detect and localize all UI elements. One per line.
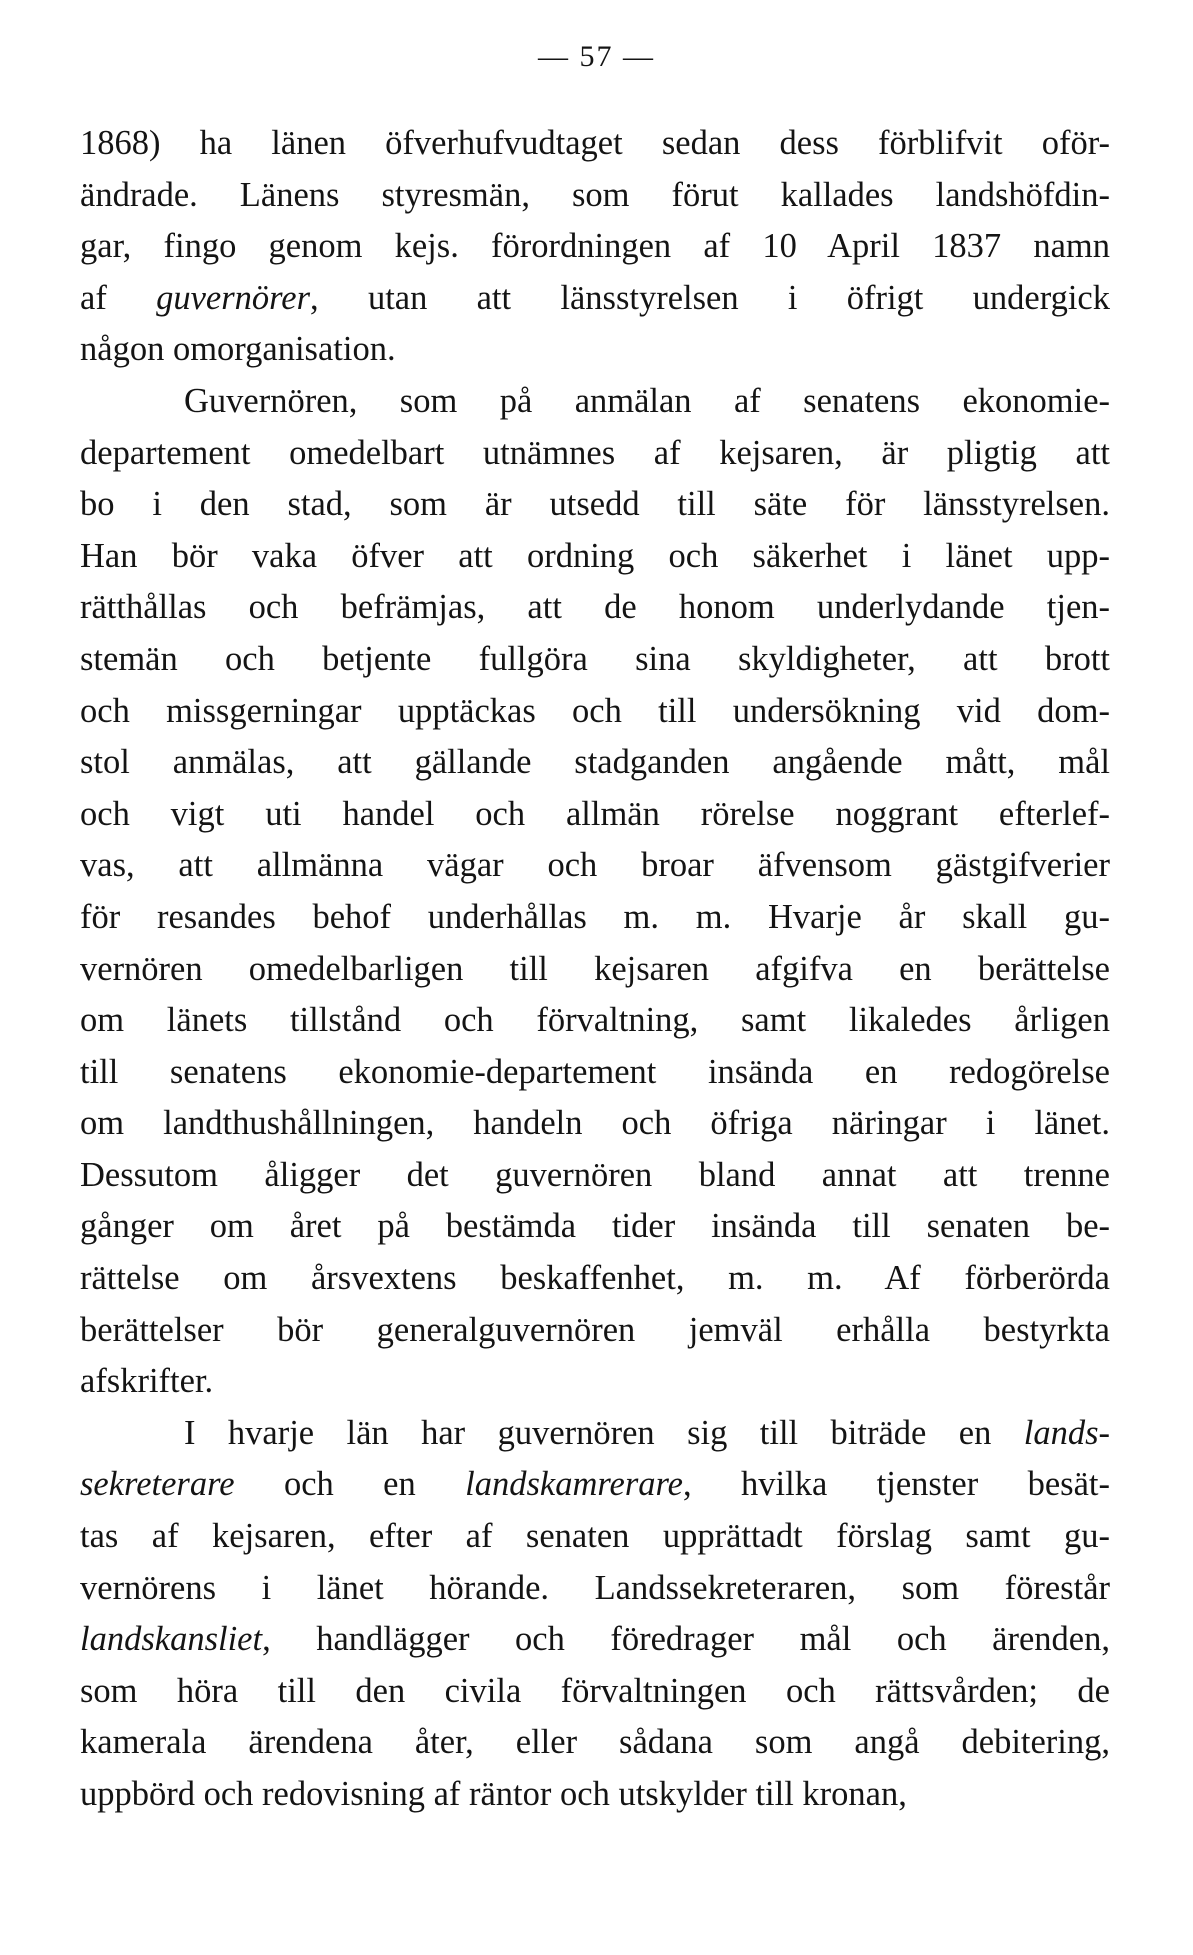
- text-line: [80, 789, 1110, 841]
- text-line: [80, 1047, 1110, 1099]
- text-line: [80, 634, 1110, 686]
- text-segment: rätthållas och befrämjas, att de honom underlydande tjen-: [80, 588, 1110, 627]
- text-segment: kamerala ärendena åter, eller sådana som angå debitering,: [80, 1723, 1110, 1762]
- text-line: [80, 1717, 1110, 1769]
- text-segment: , hvilka tjenster besät-: [683, 1465, 1110, 1504]
- text-segment: som höra till den civila förvaltningen och rättsvården; de: [80, 1671, 1110, 1710]
- text-segment: någon omorganisation.: [80, 330, 396, 369]
- text-segment: departement omedelbart utnämnes af kejsaren, är pligtig att: [80, 433, 1110, 472]
- text-segment: I hvarje län har guvernören sig till biträde en: [184, 1413, 1024, 1452]
- body-text: [80, 118, 1110, 1821]
- text-line: [80, 944, 1110, 996]
- text-segment: tas af kejsaren, efter af senaten upprättadt förslag samt gu-: [80, 1517, 1110, 1556]
- italic-term: sekreterare: [80, 1465, 235, 1504]
- text-line: [80, 531, 1110, 583]
- text-segment: berättelser bör generalguvernören jemväl erhålla bestyrkta: [80, 1310, 1110, 1349]
- text-segment: vernören omedelbarligen till kejsaren afgifva en berättelse: [80, 949, 1110, 988]
- text-line: [80, 1666, 1110, 1718]
- text-line: [80, 1614, 1110, 1666]
- text-segment: Dessutom åligger det guvernören bland annat att trenne: [80, 1155, 1110, 1194]
- text-line: [80, 1356, 1110, 1408]
- text-line: [80, 1305, 1110, 1357]
- text-segment: om landthushållningen, handeln och öfriga näringar i länet.: [80, 1104, 1110, 1143]
- text-line: [80, 1408, 1110, 1460]
- text-line: [80, 324, 1110, 376]
- text-segment: stol anmälas, att gällande stadganden angående mått, mål: [80, 743, 1110, 782]
- page-number: — 57 —: [538, 40, 655, 73]
- text-segment: till senatens ekonomie-departement insända en redogörelse: [80, 1052, 1110, 1091]
- text-line: [80, 479, 1110, 531]
- text-line: [80, 1459, 1110, 1511]
- text-segment: och missgerningar upptäckas och till undersökning vid dom-: [80, 691, 1110, 730]
- text-line: [80, 737, 1110, 789]
- text-segment: Han bör vaka öfver att ordning och säkerhet i länet upp-: [80, 536, 1110, 575]
- italic-term: landskamrerare: [465, 1465, 683, 1504]
- italic-term: guvernörer: [156, 278, 311, 317]
- text-line: [80, 995, 1110, 1047]
- text-segment: vas, att allmänna vägar och broar äfvensom gästgifverier: [80, 846, 1110, 885]
- text-line: [80, 118, 1110, 170]
- text-segment: afskrifter.: [80, 1362, 214, 1401]
- text-segment: stemän och betjente fullgöra sina skyldigheter, att brott: [80, 639, 1110, 678]
- text-segment: vernörens i länet hörande. Landssekreteraren, som förestår: [80, 1568, 1110, 1607]
- text-segment: , utan att länsstyrelsen i öfrigt undergick: [310, 278, 1110, 317]
- text-segment: och en: [234, 1465, 466, 1504]
- text-segment: gånger om året på bestämda tider insända till senaten be-: [80, 1207, 1110, 1246]
- text-segment: uppbörd och redovisning af räntor och utskylder till kronan,: [80, 1775, 907, 1813]
- text-line: [80, 221, 1110, 273]
- text-segment: och vigt uti handel och allmän rörelse noggrant efterlef-: [80, 794, 1110, 833]
- text-line: [80, 686, 1110, 738]
- text-segment: , handlägger och föredrager mål och ärenden,: [262, 1620, 1110, 1659]
- text-segment: Guvernören, som på anmälan af senatens ekonomie-: [184, 381, 1110, 420]
- text-segment: ändrade. Länens styresmän, som förut kallades landshöfdin-: [80, 175, 1110, 214]
- italic-term: lands-: [1023, 1413, 1110, 1452]
- text-segment: rättelse om årsvextens beskaffenhet, m. m. Af förberörda: [80, 1259, 1110, 1298]
- italic-term: landskansliet: [80, 1620, 263, 1659]
- text-segment: 1868) ha länen öfverhufvudtaget sedan dess förblifvit oför-: [80, 124, 1110, 162]
- text-line: [80, 170, 1110, 222]
- text-line: [80, 428, 1110, 480]
- text-line: [80, 1769, 1110, 1821]
- text-line: [80, 840, 1110, 892]
- text-line: [80, 582, 1110, 634]
- text-line: [80, 1150, 1110, 1202]
- text-segment: af: [80, 278, 157, 317]
- text-segment: gar, fingo genom kejs. förordningen af 10 April 1837 namn: [80, 227, 1110, 266]
- text-line: [80, 892, 1110, 944]
- text-line: [80, 1511, 1110, 1563]
- text-segment: om länets tillstånd och förvaltning, samt likaledes årligen: [80, 1001, 1110, 1040]
- text-line: [80, 1201, 1110, 1253]
- text-line: [80, 1563, 1110, 1615]
- text-segment: bo i den stad, som är utsedd till säte för länsstyrelsen.: [80, 485, 1110, 524]
- text-segment: för resandes behof underhållas m. m. Hvarje år skall gu-: [80, 897, 1110, 936]
- text-line: [80, 1098, 1110, 1150]
- text-line: [80, 1253, 1110, 1305]
- text-line: [80, 273, 1110, 325]
- text-line: [80, 376, 1110, 428]
